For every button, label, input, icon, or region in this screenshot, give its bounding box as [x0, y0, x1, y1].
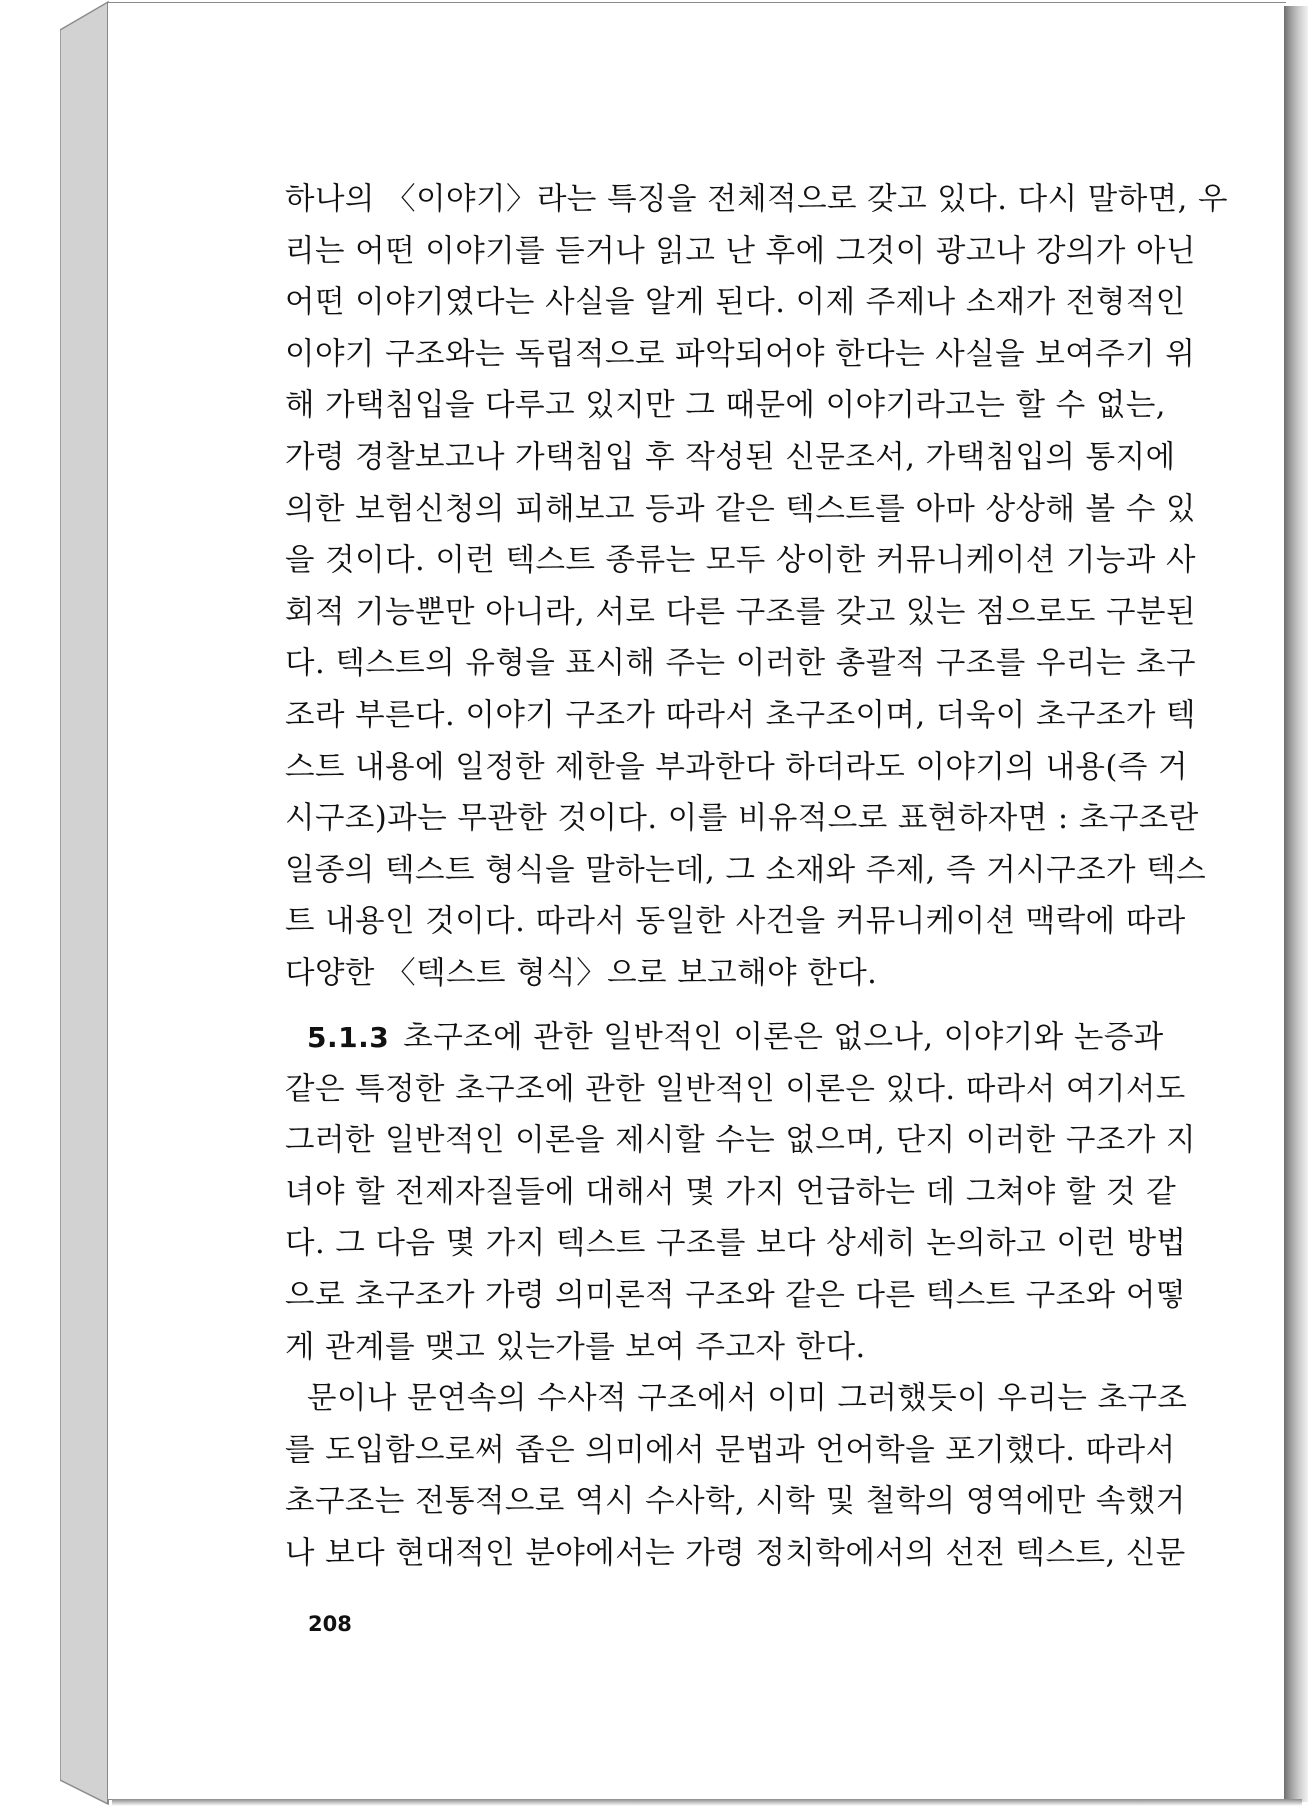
text-line: 그러한 일반적인 이론을 제시할 수는 없으며, 단지 이러한 구조가 지 — [285, 1123, 1196, 1159]
text-line: 를 도입함으로써 좁은 의미에서 문법과 언어학을 포기했다. 따라서 — [285, 1432, 1176, 1468]
text-line: 초구조는 전통적으로 역시 수사학, 시학 및 철학의 영역에만 속했거 — [285, 1484, 1186, 1520]
text-line: 의한 보험신청의 피해보고 등과 같은 텍스트를 아마 상상해 볼 수 있 — [285, 491, 1196, 527]
page-edge-shadow — [1284, 6, 1308, 1802]
section-number: 5.1.3 — [307, 1021, 390, 1054]
text-line: 하나의 〈이야기〉라는 특징을 전체적으로 갖고 있다. 다시 말하면, 우 — [285, 182, 1228, 217]
text-line: 을 것이다. 이런 텍스트 종류는 모두 상이한 커뮤니케이션 기능과 사 — [285, 543, 1196, 579]
text-line: 어떤 이야기였다는 사실을 알게 된다. 이제 주제나 소재가 전형적인 — [285, 285, 1186, 321]
text-line: 해 가택침입을 다루고 있지만 그 때문에 이야기라고는 할 수 없는, — [285, 388, 1166, 424]
text-line: 다양한 〈텍스트 형식〉으로 보고해야 한다. — [285, 955, 878, 991]
text-line: 같은 특정한 초구조에 관한 일반적인 이론은 있다. 따라서 여기서도 — [285, 1071, 1186, 1107]
text-line: 게 관계를 맺고 있는가를 보여 주고자 한다. — [285, 1329, 866, 1365]
text-line: 다. 그 다음 몇 가지 텍스트 구조를 보다 상세히 논의하고 이런 방법 — [285, 1226, 1187, 1262]
text-line: 리는 어떤 이야기를 듣거나 읽고 난 후에 그것이 광고나 강의가 아닌 — [285, 233, 1196, 269]
page-number: 208 — [308, 1612, 352, 1636]
text-line: 스트 내용에 일정한 제한을 부과한다 하더라도 이야기의 내용(즉 거 — [285, 749, 1188, 785]
page-bottom-shadow — [112, 1799, 1302, 1806]
text-line: 문이나 문연속의 수사적 구조에서 이미 그러했듯이 우리는 초구조 — [307, 1381, 1188, 1417]
text-line: 다. 텍스트의 유형을 표시해 주는 이러한 총괄적 구조를 우리는 초구 — [285, 646, 1196, 682]
text-line: 트 내용인 것이다. 따라서 동일한 사건을 커뮤니케이션 맥락에 따라 — [285, 904, 1186, 940]
text-line: 조라 부른다. 이야기 구조가 따라서 초구조이며, 더욱이 초구조가 텍 — [285, 697, 1196, 733]
paragraph-1 — [285, 174, 1228, 1000]
text-line: 시구조)과는 무관한 것이다. 이를 비유적으로 표현하자면 : 초구조란 — [285, 801, 1199, 837]
section-first-line-text: 초구조에 관한 일반적인 이론은 없으나, 이야기와 논증과 — [403, 1020, 1164, 1055]
paragraph-2 — [285, 1012, 1196, 1580]
section-first-line — [285, 1012, 1164, 1064]
book-spine — [60, 0, 112, 1806]
text-line: 으로 초구조가 가령 의미론적 구조와 같은 다른 텍스트 구조와 어떻 — [285, 1277, 1186, 1313]
text-line: 가령 경찰보고나 가택침입 후 작성된 신문조서, 가택침입의 통지에 — [285, 439, 1176, 475]
text-line: 녀야 할 전제자질들에 대해서 몇 가지 언급하는 데 그쳐야 할 것 같 — [285, 1174, 1177, 1210]
text-line: 일종의 텍스트 형식을 말하는데, 그 소재와 주제, 즉 거시구조가 텍스 — [285, 852, 1207, 888]
text-line: 나 보다 현대적인 분야에서는 가령 정치학에서의 선전 텍스트, 신문 — [285, 1535, 1186, 1571]
text-line: 이야기 구조와는 독립적으로 파악되어야 한다는 사실을 보여주기 위 — [285, 336, 1196, 372]
text-line: 회적 기능뿐만 아니라, 서로 다른 구조를 갖고 있는 점으로도 구분된 — [285, 594, 1196, 630]
